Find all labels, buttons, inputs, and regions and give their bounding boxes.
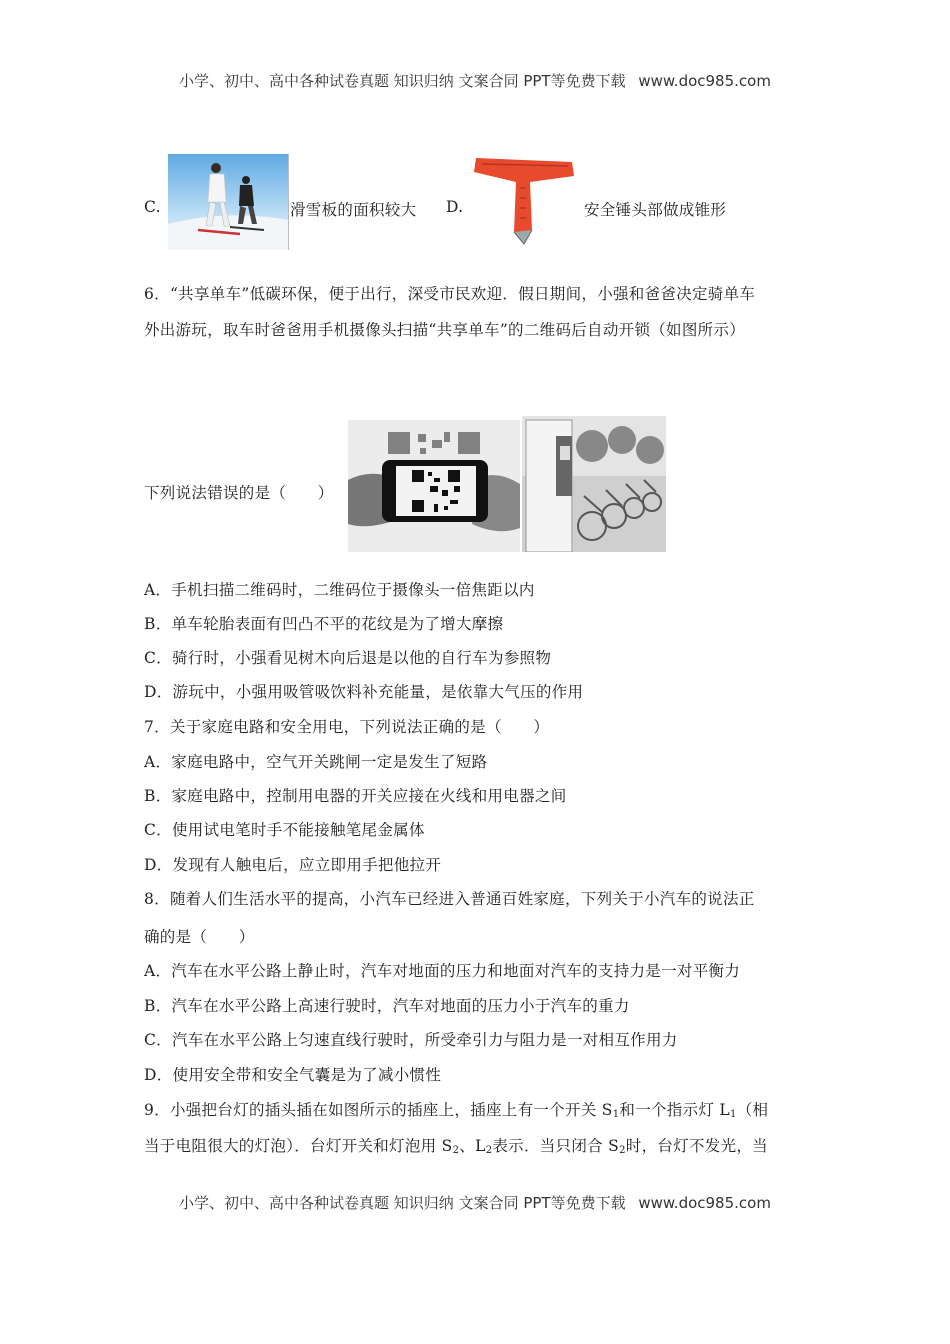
q7-stem: 7．关于家庭电路和安全用电，下列说法正确的是（ ） <box>144 718 550 736</box>
q8-option-a: A．汽车在水平公路上静止时，汽车对地面的压力和地面对汽车的支持力是一对平衡力 <box>144 962 741 980</box>
q6-prompt: 下列说法错误的是（ ） <box>144 484 334 502</box>
q5-option-c-text: 滑雪板的面积较大 <box>290 201 417 219</box>
q8-stem-line1: 8．随着人们生活水平的提高，小汽车已经进入普通百姓家庭，下列关于小汽车的说法正 <box>144 890 755 908</box>
q8-option-b: B．汽车在水平公路上高速行驶时，汽车对地面的压力小于汽车的重力 <box>144 997 630 1015</box>
safety-hammer-image <box>468 152 580 250</box>
skiers-image <box>168 154 289 250</box>
page-header <box>0 70 950 91</box>
q8-option-c: C．汽车在水平公路上匀速直线行驶时，所受牵引力与阻力是一对相互作用力 <box>144 1031 678 1049</box>
q6-option-c: C．骑行时，小强看见树木向后退是以他的自行车为参照物 <box>144 649 552 667</box>
footer-url[interactable]: www.doc985.com <box>638 1194 771 1212</box>
header-text: 小学、初中、高中各种试卷真题 知识归纳 文案合同 PPT等免费下载 <box>179 72 626 90</box>
footer-text: 小学、初中、高中各种试卷真题 知识归纳 文案合同 PPT等免费下载 <box>179 1194 626 1212</box>
q5-option-c-label: C. <box>144 198 161 216</box>
q9-stem-line1: 9．小强把台灯的插头插在如图所示的插座上，插座上有一个开关 $S_1$和一个指示灯 $L_1$（相 <box>144 1101 769 1120</box>
q7-option-c: C．使用试电笔时手不能接触笔尾金属体 <box>144 821 425 839</box>
q6-option-a: A．手机扫描二维码时，二维码位于摄像头一倍焦距以内 <box>144 581 535 599</box>
page-footer <box>0 1192 950 1213</box>
q6-stem-line1: 6．“共享单车”低碳环保，便于出行，深受市民欢迎．假日期间，小强和爸爸决定骑单车 <box>144 285 756 303</box>
q5-option-d-label: D. <box>446 198 464 216</box>
bike-station-image <box>522 416 666 552</box>
q7-option-b: B．家庭电路中，控制用电器的开关应接在火线和用电器之间 <box>144 787 567 805</box>
q6-option-d: D．游玩中，小强用吸管吸饮料补充能量，是依靠大气压的作用 <box>144 683 584 701</box>
q8-option-d: D．使用安全带和安全气囊是为了减小惯性 <box>144 1066 442 1084</box>
q7-option-a: A．家庭电路中，空气开关跳闸一定是发生了短路 <box>144 753 488 771</box>
header-url[interactable]: www.doc985.com <box>638 72 771 90</box>
q5-option-d-text: 安全锤头部做成锥形 <box>584 201 727 219</box>
qr-scan-image <box>348 420 520 552</box>
q8-stem-line2: 确的是（ ） <box>144 928 255 946</box>
q6-option-b: B．单车轮胎表面有凹凸不平的花纹是为了增大摩擦 <box>144 615 504 633</box>
q7-option-d: D．发现有人触电后，应立即用手把他拉开 <box>144 856 442 874</box>
q6-stem-line2: 外出游玩，取车时爸爸用手机摄像头扫描“共享单车”的二维码后自动开锁（如图所示） <box>144 321 746 339</box>
q9-stem-line2: 当于电阻很大的灯泡）．台灯开关和灯泡用 $S_2$、$L_2$表示．当只闭合 $S_2$时，台灯不发光，当 <box>144 1137 768 1156</box>
